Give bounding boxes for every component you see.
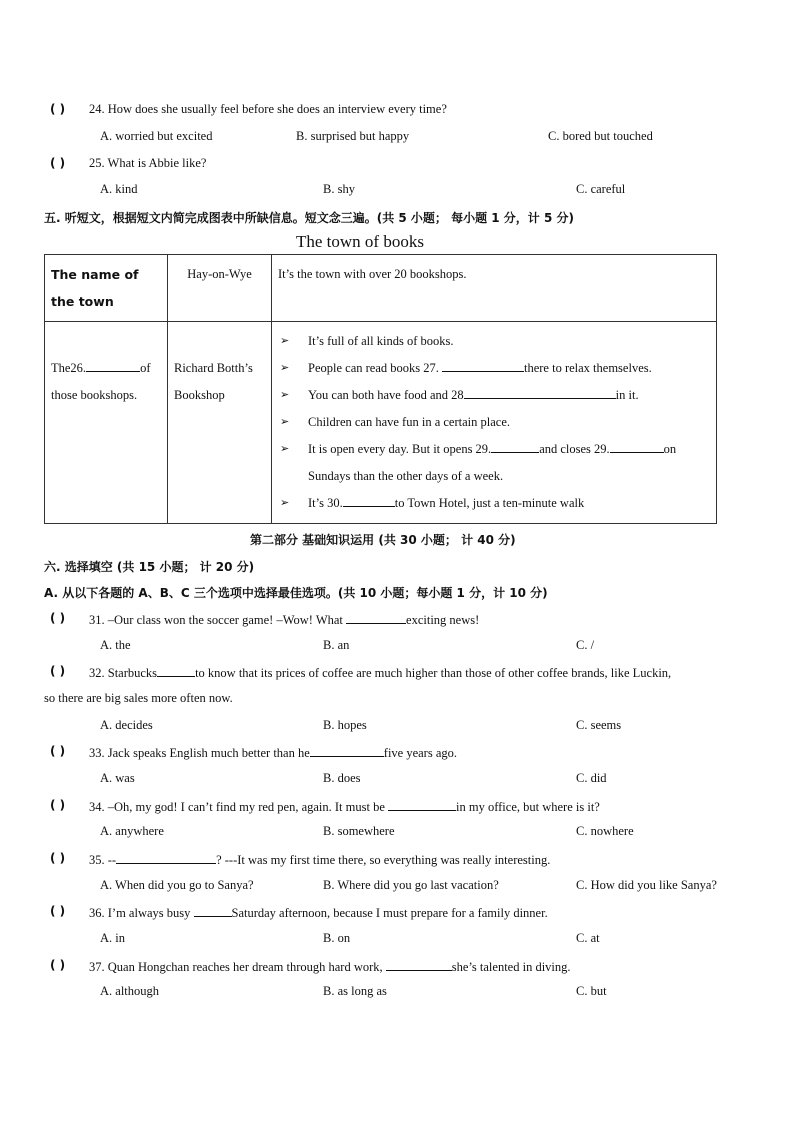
question-34: 34. –Oh, my god! I can’t find my red pen, again. It must be in my office, but where is it? xyxy=(89,800,600,814)
answer-paren: ( ) xyxy=(50,611,66,625)
q33-option-c: C. did xyxy=(576,771,607,785)
table-title: The town of books xyxy=(296,232,424,251)
answer-paren: ( ) xyxy=(50,798,66,812)
detail-1 xyxy=(280,328,710,355)
arrow-icon: ➢ xyxy=(280,335,290,347)
blank-29b xyxy=(610,440,664,453)
detail-3 xyxy=(280,382,710,409)
detail-6 xyxy=(280,490,710,517)
answer-paren: ( ) xyxy=(50,744,66,758)
q31-option-b: B. an xyxy=(323,638,350,652)
arrow-icon: ➢ xyxy=(280,389,290,401)
detail-2 xyxy=(280,355,710,382)
q37-option-a: A. although xyxy=(100,984,160,998)
detail-2-pre: People can read books 27. xyxy=(308,361,439,375)
question-25-text: 25. What is Abbie like? xyxy=(89,156,207,170)
detail-2-post: there to relax themselves. xyxy=(524,361,652,375)
detail-4 xyxy=(280,409,710,436)
question-32: 32. Starbucks to know that its prices of coffee are much higher than those of other coffee brands, like Luckin, xyxy=(89,666,672,680)
detail-5-mid: and closes 29. xyxy=(539,442,610,456)
blank-30 xyxy=(343,494,395,507)
question-35: 35. -- ? ---It was my first time there, so everything was really interesting. xyxy=(89,853,551,867)
q34-option-b: B. somewhere xyxy=(323,824,395,838)
q35-option-a: A. When did you go to Sanya? xyxy=(100,878,254,892)
detail-5-post: on xyxy=(663,442,677,456)
answer-paren: ( ) xyxy=(50,904,66,918)
section-a-heading: A. 从以下各题的 A、B、C 三个选项中选择最佳选项。(共 10 小题；每小题 1 分，计 10 分) xyxy=(44,586,548,600)
section-5-heading: 五. 听短文，根据短文内简完成图表中所缺信息。短文念三遍。(共 5 小题； 每小题 1 分，计 5 分) xyxy=(44,211,575,225)
cell-bookshop-details xyxy=(272,322,717,524)
cell-town-desc: It’s the town with over 20 bookshops. xyxy=(272,255,717,322)
arrow-icon: ➢ xyxy=(280,416,290,428)
q34-option-c: C. nowhere xyxy=(576,824,634,838)
detail-5-pre: It is open every day. But it opens 29. xyxy=(308,442,492,456)
detail-6-pre: It’s 30. xyxy=(308,496,343,510)
q24-option-a: A. worried but excited xyxy=(100,129,213,143)
q25-option-a: A. kind xyxy=(100,182,138,196)
detail-5-cont: Sundays than the other days of a week. xyxy=(308,469,504,483)
q37-option-c: C. but xyxy=(576,984,607,998)
answer-paren: ( ) xyxy=(50,958,66,972)
part-2-heading: 第二部分 基础知识运用 (共 30 小题； 计 40 分) xyxy=(250,533,516,547)
cell-town-name: Hay-on-Wye xyxy=(168,255,272,322)
arrow-icon: ➢ xyxy=(280,362,290,374)
answer-paren: ( ) xyxy=(50,102,66,116)
answer-paren: ( ) xyxy=(50,664,66,678)
question-24-text: 24. How does she usually feel before she does an interview every time? xyxy=(89,102,447,116)
blank-26 xyxy=(86,359,140,372)
q32-option-a: A. decides xyxy=(100,718,153,732)
question-33: 33. Jack speaks English much better than he five years ago. xyxy=(89,746,458,760)
arrow-icon: ➢ xyxy=(280,443,290,455)
q24-option-b: B. surprised but happy xyxy=(296,129,410,143)
arrow-icon: ➢ xyxy=(280,497,290,509)
detail-4-text: Children can have fun in a certain place. xyxy=(308,415,510,429)
q33-option-a: A. was xyxy=(100,771,135,785)
q36-option-b: B. on xyxy=(323,931,351,945)
q31-option-c: C. / xyxy=(576,638,595,652)
detail-3-post: in it. xyxy=(615,388,639,402)
cell-town-label: The name of the town xyxy=(45,255,168,322)
detail-5 xyxy=(280,436,710,463)
blank-26-suffix: of those bookshops. xyxy=(51,361,151,402)
cell-bookshop-name: Richard Botth’s Bookshop xyxy=(168,322,272,524)
q25-option-c: C. careful xyxy=(576,182,626,196)
blank-29a xyxy=(491,440,539,453)
answer-paren: ( ) xyxy=(50,851,66,865)
q33-option-b: B. does xyxy=(323,771,361,785)
q25-option-b: B. shy xyxy=(323,182,355,196)
question-36: 36. I’m always busy Saturday afternoon, because I must prepare for a family dinner. xyxy=(89,906,548,920)
blank-26-prefix: The26. xyxy=(51,361,87,375)
detail-6-post: to Town Hotel, just a ten-minute walk xyxy=(394,496,585,510)
q24-option-c: C. bored but touched xyxy=(548,129,653,143)
blank-28 xyxy=(464,386,616,399)
blank-27 xyxy=(442,359,524,372)
q32-option-c: C. seems xyxy=(576,718,622,732)
q36-option-c: C. at xyxy=(576,931,600,945)
question-32-line2: so there are big sales more often now. xyxy=(44,691,233,705)
detail-3-pre: You can both have food and 28 xyxy=(308,388,464,402)
question-31: 31. –Our class won the soccer game! –Wow! What exciting news! xyxy=(89,613,480,627)
q37-option-b: B. as long as xyxy=(323,984,387,998)
answer-paren: ( ) xyxy=(50,156,66,170)
section-6-heading: 六. 选择填空 (共 15 小题； 计 20 分) xyxy=(44,560,255,574)
cell-bookshop-label xyxy=(45,322,168,524)
q35-option-c: C. How did you like Sanya? xyxy=(576,878,717,892)
detail-1-text: It’s full of all kinds of books. xyxy=(308,334,454,348)
q31-option-a: A. the xyxy=(100,638,131,652)
info-table xyxy=(44,254,717,524)
q36-option-a: A. in xyxy=(100,931,125,945)
question-37: 37. Quan Hongchan reaches her dream through hard work, she’s talented in diving. xyxy=(89,960,571,974)
q35-option-b: B. Where did you go last vacation? xyxy=(323,878,499,892)
q32-option-b: B. hopes xyxy=(323,718,367,732)
q34-option-a: A. anywhere xyxy=(100,824,164,838)
